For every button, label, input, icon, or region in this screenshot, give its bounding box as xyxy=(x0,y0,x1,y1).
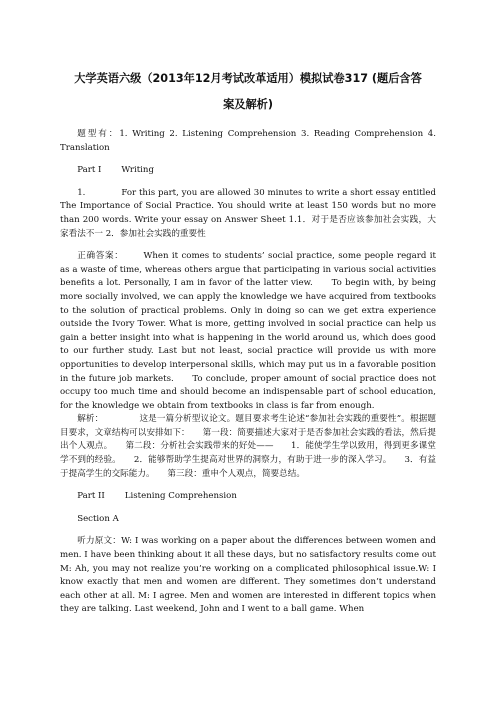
analysis-text: 这是一篇分析型议论文。题目要求考生论述“参加社会实践的重要性”。根据题目要求，文章结构可以安排如下： 第一段：简要描述大家对于是否参加社会实践的看法，然后提出个人观点。 第二段：分析社会实践带来的好处—— 1．能使学生学以致用，得到更多课堂学不到的经验。 2．能够帮助学生提高对世界的洞察力，有助于进一步的深入学习。 3．有益于提高学生的交际能力。 第三段：重申个人观点，简要总结。 xyxy=(60,414,436,479)
answer-paragraph xyxy=(60,250,436,413)
section-a-heading: Section A xyxy=(77,513,119,524)
analysis-label: 解析： xyxy=(77,414,104,425)
part1-label: Part I xyxy=(77,165,102,176)
answer-text: When it comes to students’ social practice, some people regard it as a waste of time, whereas others argue that participating in various social activities benefits a lot. Personally, I am in favor of the latter view. To begin with, by being more socially involved, we can apply the knowledge we have acquired from textbooks to the solution of practical problems. Only in doing so can we get extra experience outside the Ivory Tower. What is more, getting involved in social practice can help us gain a better insight into what is happening in the world around us, which does good to our further study. Last but not least, social practice will provide us with more opportunities to develop interpersonal skills, which may put us in a favorable position in the future job markets. To conclude, proper amount of social practice does not occupy too much time and should become an indispensable part of school education, for the knowledge we obtain from textbooks in class is far from enough. xyxy=(60,251,436,411)
title-line-1: 大学英语六级（2013年12月考试改革适用）模拟试卷317 (题后含答 xyxy=(74,72,422,85)
part1-heading xyxy=(60,164,436,178)
part2-name: Listening Comprehension xyxy=(124,491,237,502)
analysis-paragraph xyxy=(60,413,436,481)
title-line-2: 案及解析) xyxy=(223,98,273,111)
part2-heading xyxy=(60,490,436,504)
part2-label: Part II xyxy=(77,491,105,502)
question-1-number: 1. xyxy=(77,187,86,198)
question-types: 题型有：1. Writing 2. Listening Comprehension 3. Reading Comprehension 4. Translation xyxy=(60,129,436,153)
question-1 xyxy=(60,187,436,241)
transcript-paragraph xyxy=(60,535,436,617)
transcript-text: W: I was working on a paper about the differences between women and men. I have been thinking about it all these days, but no satisfactory results come out M: Ah, you may not realize you’re working on a complicated philosophical issue.W: I know exactly that men and women are different. They sometimes don’t understand each other at all. M: I agree. Men and women are interested in different topics when they are talking. Last weekend, John and I went to a ball game. When xyxy=(60,536,436,615)
question-1-text: For this part, you are allowed 30 minutes to write a short essay entitled The Importance of Social Practice. You should write at least 150 words but no more than 200 words. Write your essay on Answer Sheet 1.1．对于是否应该参加社会实践，大家看法不一 2．参加社会实践的重要性 xyxy=(60,187,436,239)
part1-name: Writing xyxy=(121,165,154,176)
transcript-label: 听力原文： xyxy=(77,536,122,547)
answer-label: 正确答案： xyxy=(77,251,124,262)
document-title xyxy=(60,66,436,118)
